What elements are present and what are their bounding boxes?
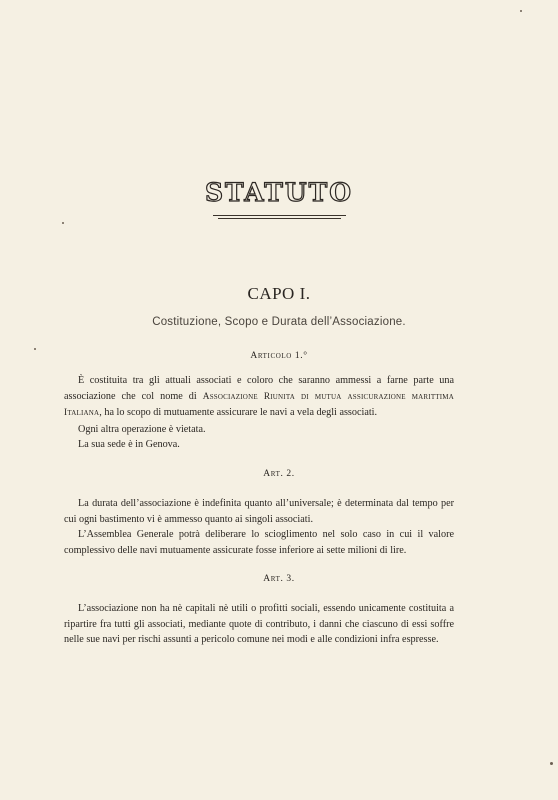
article-3-body: [64, 601, 454, 648]
title-rule: [218, 218, 341, 219]
article-2-heading: Art. 2.: [263, 469, 295, 479]
article-2-body: [64, 496, 454, 558]
article-2-paragraph-2: L’Assemblea Generale potrà deliberare lo scioglimento nel solo caso in cui il valore complessivo delle navi mutuamente assicurate fosse inferiore ai sette milioni di lire.: [64, 529, 454, 556]
article-1-text: , ha lo scopo di mutuamente assicurare le navi a vela degli associati.: [99, 407, 378, 419]
article-1-heading: Articolo 1.°: [250, 351, 308, 361]
article-1-paragraph-1: [64, 373, 454, 422]
document-title: STATUTO: [204, 178, 354, 207]
article-1-paragraph-2: Ogni altra operazione è vietata.: [78, 423, 206, 435]
article-1-paragraph-3: La sua sede è in Genova.: [78, 439, 180, 451]
paper-speck: [550, 762, 553, 765]
article-2-paragraph-1: La durata dell’associazione è indefinita quanto all’universale; è determinata dal tempo per cui ogni bastimento vi è ammesso quanto ai singoli associati.: [64, 498, 454, 525]
article-1-body: [64, 373, 454, 453]
chapter-subtitle: Costituzione, Scopo e Durata dell’Associazione.: [152, 316, 406, 328]
association-name: Associazione Riunita di mutua assicurazione marittima Italiana: [64, 391, 454, 419]
title-rule: [213, 215, 346, 216]
paper-speck: [62, 222, 64, 224]
chapter-heading: CAPO I.: [247, 284, 311, 303]
paper-speck: [520, 10, 522, 12]
article-1-text: È costituita tra gli attuali associati e coloro che saranno ammessi a farne parte una associazione che col nome di: [64, 375, 454, 402]
article-3-paragraph-1: L’associazione non ha nè capitali nè utili o profitti sociali, essendo unicamente costituita a ripartire fra tutti gli associati, mediante quote di contributo, i danni che ciascuno di essi soffre nelle sue navi per rischi assunti a pericolo comune nei modi e alle condizioni infra espresse.: [64, 603, 454, 646]
paper-speck: [34, 348, 36, 350]
article-3-heading: Art. 3.: [263, 574, 295, 584]
